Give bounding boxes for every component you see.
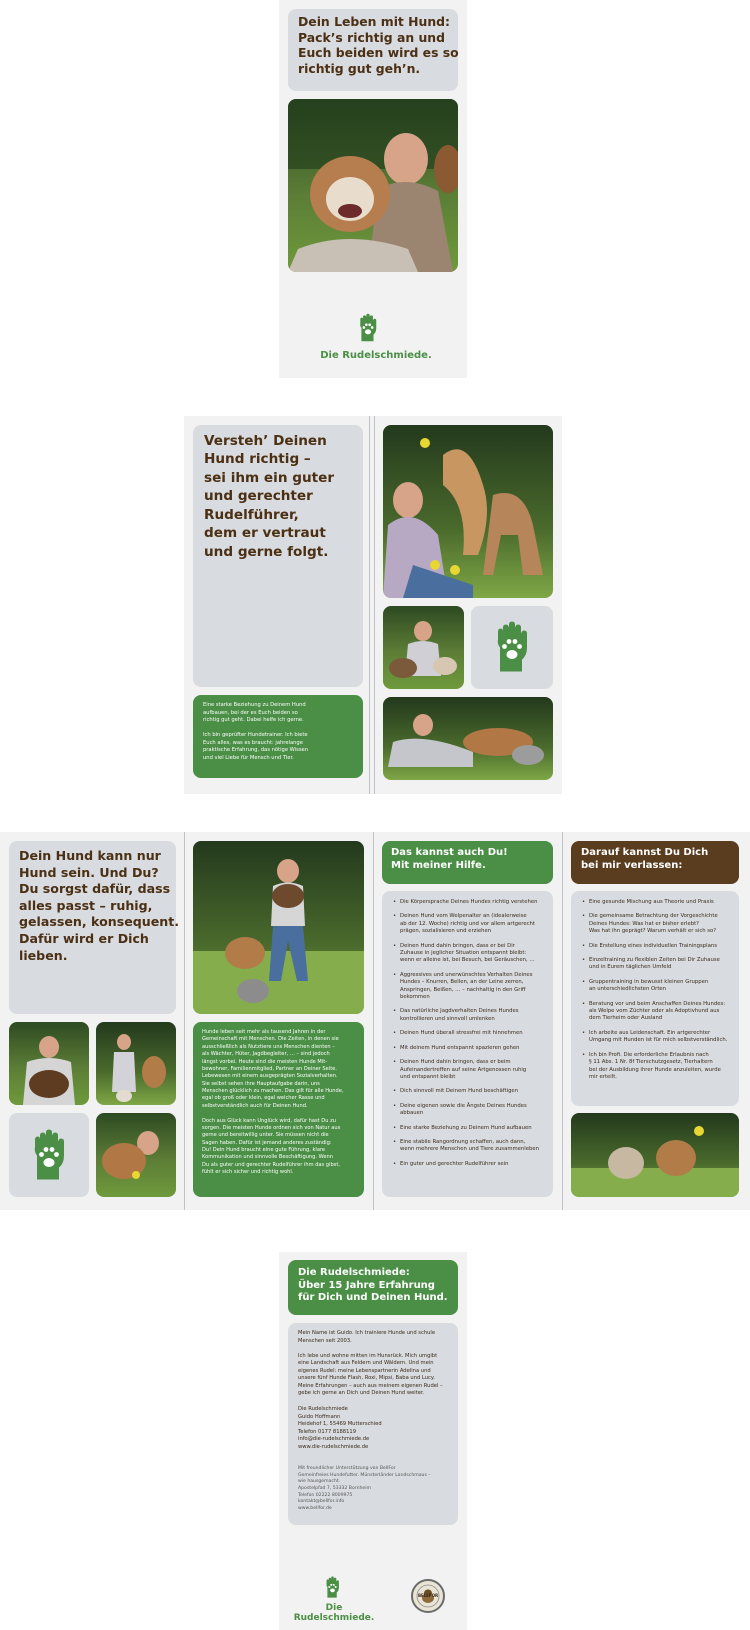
photo-man-with-dogs-sitting xyxy=(383,606,464,689)
list-item: • Gruppentraining in bewusst kleinen Gruppen an unterschiedlichsten Orten xyxy=(582,979,736,994)
fold-line xyxy=(374,416,375,794)
help-list xyxy=(393,899,549,1175)
list-item: • Die Erstellung eines individuellen Trainingsplans xyxy=(582,943,736,950)
brand-name: Die Rudelschmiede. xyxy=(320,350,432,361)
cover-headline: Dein Leben mit Hund: Pack’s richtig an und Euch beiden wird es so richtig gut geh’n. xyxy=(298,14,459,76)
photo-boxers-jumping xyxy=(383,425,553,598)
photo-man-holding-bulldog xyxy=(9,1022,89,1105)
list-item: • Die gemeinsame Betrachtung der Vorgeschichte Deines Hundes: Was hat er bisher erlebt? Was hat ihn geprägt? Warum verhält er sich so? xyxy=(582,913,736,935)
back-title: Die Rudelschmiede: Über 15 Jahre Erfahrung für Dich und Deinen Hund. xyxy=(298,1267,448,1303)
back-sponsor: Mit freundlicher Unterstützung von BellFor Gemeinfreies Hundefutter. Münsterländer Landschmaus – wie hausgemacht. Apostelpfad 7, 53332 Bornheim Telefon 02222 8009975 kontakt@bellfor.info www.bellfor.de xyxy=(298,1466,431,1511)
photo-man-with-bulldog-standing xyxy=(96,1022,176,1105)
page-cover xyxy=(279,0,467,378)
list-item: • Eine stabile Rangordnung schaffen, auch dann, wenn mehrere Menschen und Tiere zusammenleben xyxy=(393,1139,549,1154)
hand-paw-icon xyxy=(357,309,379,346)
hand-paw-icon xyxy=(492,610,532,683)
list-item: • Einzeltraining zu flexiblen Zeiten bei Dir Zuhause und in Eurem täglichen Umfeld xyxy=(582,957,736,972)
back-intro: Mein Name ist Guido. Ich trainiere Hunde und schule Menschen seit 2003. Ich lebe und wohne mitten im Hunsrück. Mich umgibt eine Landschaft aus Feldern und Wäldern. Und mein eigenes Rudel: meine Lebenspartnerin Adelina und unsere fünf Hunde Flash, Roxi, Mipsi, Baba und Lucy. Meine Erfahrungen – auch aus meinem eigenen Rudel – gebe ich gerne an Dich und Deinen Hund weiter. xyxy=(298,1330,443,1397)
fold-line xyxy=(184,832,185,1210)
list-item: • Mit deinem Hund entspannt spazieren gehen xyxy=(393,1045,549,1052)
photo-man-lying-with-bulldog xyxy=(96,1113,176,1197)
rely-list xyxy=(582,899,736,1088)
photo-man-with-bulldog xyxy=(288,99,458,272)
page-intro xyxy=(184,416,562,794)
list-item: • Dich sinnvoll mit Deinem Hund beschäftigen xyxy=(393,1088,549,1095)
list-item: • Deinen Hund vom Welpenalter an (idealerweise ab der 12. Woche) richtig und vor allem artgerecht prägen, sozialisieren und erziehen xyxy=(393,913,549,935)
list-item: • Ein guter und gerechter Rudelführer sein xyxy=(393,1161,549,1168)
fold-line xyxy=(373,832,374,1210)
hand-paw-icon xyxy=(29,1118,69,1191)
list-item: • Aggressives und unerwünschtes Verhalten Deines Hundes – Knurren, Bellen, an der Leine zerren, Anspringen, Beißen, … – nachhaltig in den Griff bekommen xyxy=(393,972,549,1002)
fold-line xyxy=(562,832,563,1210)
intro-text: Eine starke Beziehung zu Deinem Hund aufbauen, bei der es Euch beiden so richtig gut geht. Dabei helfe ich gerne. Ich bin geprüfter Hundetrainer. Ich biete Euch alles, was es braucht: jahrelange praktische Erfahrung, das nötige Wissen und viel Liebe für Mensch und Tier. xyxy=(203,702,309,761)
hand-paw-icon xyxy=(324,1573,341,1601)
photo-man-lying-with-dogs xyxy=(383,697,553,780)
brand-name: Die Rudelschmiede. xyxy=(293,1603,375,1623)
list-item: • Ich arbeite aus Leidenschaft. Ein artgerechter Umgang mit Hunden ist für mich selbstverständlich. xyxy=(582,1030,736,1045)
back-address: Die Rudelschmiede Guido Hoffmann Heidehof 1, 55469 Mutterschied Telefon 0177 8188119 info@die-rudelschmiede.de www.die-rudelschmiede.de xyxy=(298,1406,382,1450)
fold-line xyxy=(369,416,370,794)
photo-man-walking-with-dogs xyxy=(193,841,364,1014)
list-item: • Deinen Hund überall stressfrei mit hinnehmen xyxy=(393,1030,549,1037)
page-inside-spread xyxy=(0,832,750,1210)
list-item: • Ich bin Profi. Die erforderliche Erlaubnis nach § 11 Abs. 1 Nr. 8f Tierschutzgesetz, Tierhaltern bei der Ausbildung ihrer Hunde anzuleiten, wurde mir erteilt. xyxy=(582,1052,736,1082)
photo-bulldogs-playing-ball xyxy=(571,1113,739,1197)
seal-text: BELLFOR xyxy=(417,1593,439,1598)
spread-text: Hunde leben seit mehr als tausend Jahren in der Gemeinschaft mit Menschen. Die Zeiten, in denen sie ausschließlich als Nutztiere uns Menschen dienten – als Wächter, Hüter, Jagdbegleiter, … – sind jedoch längst vorbei. Heute sind die meisten Hunde Mit- bewohner, Familienmitglied, Partner an Deiner Seite. Lebewesen mit einem ausgeprägten Sozialverhalten. Sie selbst sehen ihre Hauptaufgabe darin, uns Menschen glücklich zu machen. Das gilt für alle Hunde, egal ob groß oder klein, egal welcher Rasse und selbstverständlich auch für Deinen Hund. Doch aus Glück kann Unglück wird, dafür hast Du zu sorgen. Die meisten Hunde ordnen sich von Natur aus gerne und bereitwillig unter. Sie müssen nicht die Sagen haben. Dafür ist jemand anderes zuständig: Du! Dein Hund braucht eine gute Führung, klare Kommunikation und sinnvolle Beschäftigung. Wenn Du als guter und gerechter Rudelführer ihm das gibst, fühlt er sich sicher und richtig wohl. xyxy=(202,1029,344,1176)
list-item: • Die Körpersprache Deines Hundes richtig verstehen xyxy=(393,899,549,906)
help-title: Das kannst auch Du! Mit meiner Hilfe. xyxy=(391,847,508,871)
list-item: • Deinen Hund dahin bringen, dass er beim Aufeinandertreffen auf seine Artgenossen ruhig und entspannt bleibt xyxy=(393,1059,549,1081)
rely-title: Darauf kannst Du Dich bei mir verlassen: xyxy=(581,847,709,871)
list-item: • Deine eigenen sowie die Ängste Deines Hundes abbauen xyxy=(393,1103,549,1118)
list-item: • Eine gesunde Mischung aus Theorie und Praxis xyxy=(582,899,736,906)
page-back xyxy=(279,1252,467,1630)
spread-headline: Dein Hund kann nur Hund sein. Und Du? Du sorgst dafür, dass alles passt – ruhig, gelassen, konsequent. Dafür wird er Dich lieben. xyxy=(19,848,180,963)
list-item: • Eine starke Beziehung zu Deinem Hund aufbauen xyxy=(393,1125,549,1132)
intro-headline: Versteh’ Deinen Hund richtig – sei ihm ein guter und gerechter Rudelführer, dem er vertraut und gerne folgt. xyxy=(204,433,335,560)
list-item: • Deinen Hund dahin bringen, dass er bei Dir Zuhause in jeglicher Situation entspannt bleibt: wenn er alleine ist, bei Besuch, bei Geräuschen, … xyxy=(393,943,549,965)
list-item: • Das natürliche Jagdverhalten Deines Hundes kontrollieren und sinnvoll umlenken xyxy=(393,1008,549,1023)
bellfor-seal xyxy=(411,1579,445,1613)
list-item: • Beratung vor und beim Anschaffen Deines Hundes: als Welpe vom Züchter oder als Adoptivhund aus dem Tierheim oder Ausland xyxy=(582,1001,736,1023)
